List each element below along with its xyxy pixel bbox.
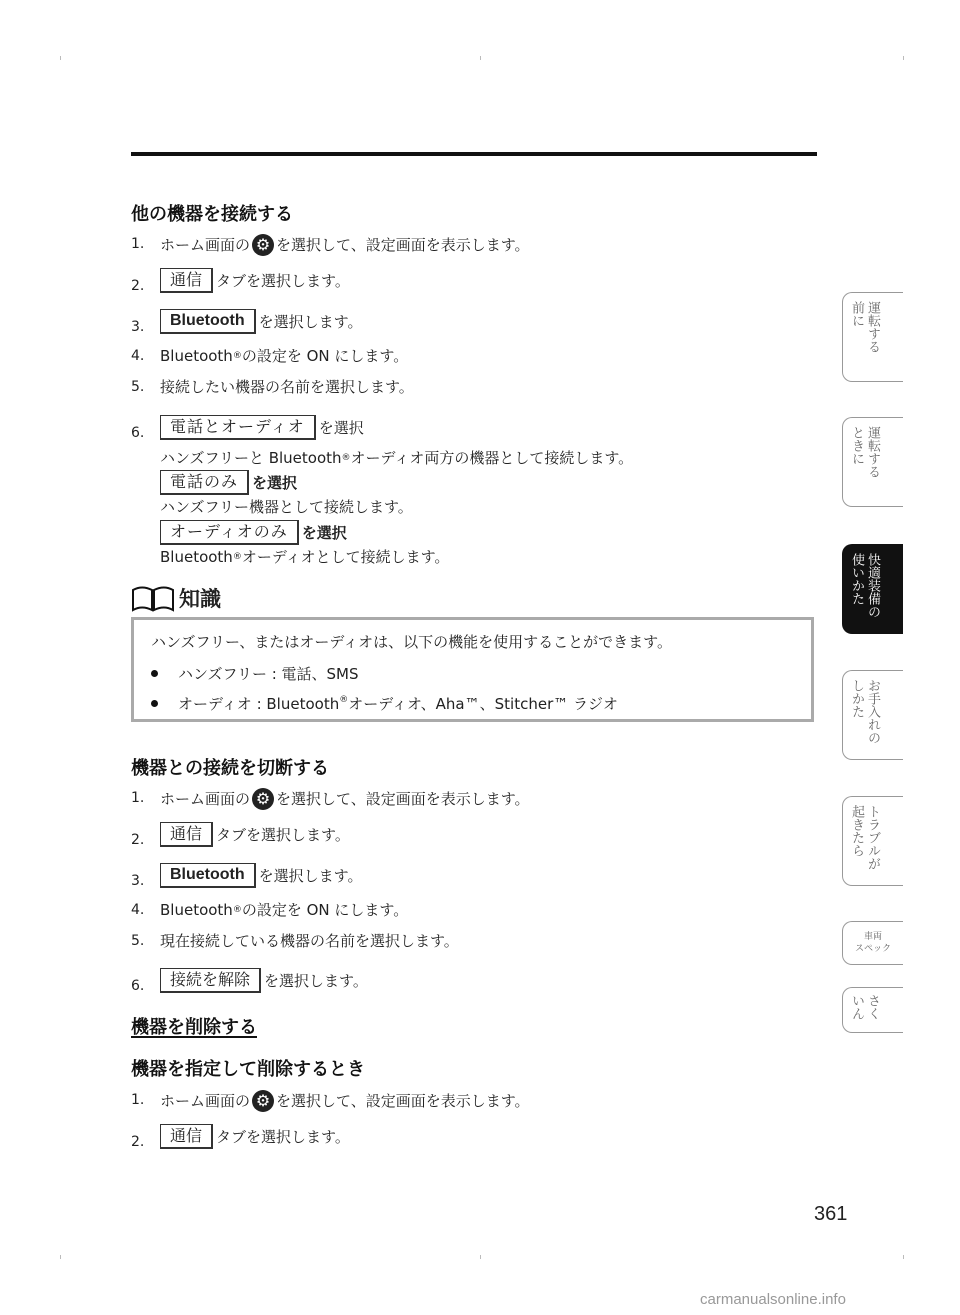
comm-tab-key: 通信 xyxy=(160,1124,213,1149)
sub-key-phone-only: 電話のみ を選択 xyxy=(160,470,297,495)
bluetooth-key: Bluetooth xyxy=(160,863,256,888)
gear-icon: ⚙ xyxy=(252,788,274,810)
side-tab-while-driving[interactable]: 運転する ときに xyxy=(842,417,903,507)
side-tab-maintenance[interactable]: お手入れの しかた xyxy=(842,670,903,760)
comm-tab-key: 通信 xyxy=(160,268,213,293)
sub-key-audio-only: オーディオのみ を選択 xyxy=(160,520,347,545)
side-tab-troubleshooting[interactable]: トラブルが 起きたら xyxy=(842,796,903,886)
book-icon xyxy=(131,584,175,612)
crop-mark xyxy=(480,56,481,60)
bluetooth-key: Bluetooth xyxy=(160,309,256,334)
section-heading-connect: 他の機器を接続する xyxy=(131,204,293,225)
knowledge-box xyxy=(131,617,814,722)
header-rule xyxy=(131,152,817,156)
watermark: carmanualsonline.info xyxy=(700,1291,846,1308)
knowledge-item-audio: オーディオ : Bluetooth®オーディオ、Aha™、Stitcher™ ラジオ xyxy=(151,690,618,714)
section-heading-delete: 機器を削除する xyxy=(131,1017,257,1038)
crop-mark xyxy=(60,56,61,60)
disconnect-key: 接続を解除 xyxy=(160,968,261,993)
gear-icon: ⚙ xyxy=(252,1090,274,1112)
crop-mark xyxy=(60,1255,61,1259)
gear-icon: ⚙ xyxy=(252,234,274,256)
sub-line-handsfree: ハンズフリー機器として接続します。 xyxy=(160,498,413,516)
knowledge-header: 知識 xyxy=(131,583,221,613)
side-tab-comfort-features[interactable]: 快適装備の 使いかた xyxy=(842,544,903,634)
knowledge-text: ハンズフリー、またはオーディオは、以下の機能を使用することができます。 xyxy=(151,633,672,651)
crop-mark xyxy=(480,1255,481,1259)
section-heading-disconnect: 機器との接続を切断する xyxy=(131,758,329,779)
section-subheading-delete-specific: 機器を指定して削除するとき xyxy=(131,1059,365,1080)
side-tab-before-driving[interactable]: 運転する 前に xyxy=(842,292,903,382)
crop-mark xyxy=(903,56,904,60)
page-number: 361 xyxy=(814,1203,848,1225)
comm-tab-key: 通信 xyxy=(160,822,213,847)
sub-line-both: ハンズフリーと Bluetooth ® オーディオ両方の機器として接続します。 xyxy=(160,449,634,467)
sub-line-audio: Bluetooth ® オーディオとして接続します。 xyxy=(160,548,450,566)
crop-mark xyxy=(903,1255,904,1259)
side-tab-index[interactable]: さく いん xyxy=(842,987,903,1033)
audio-only-key: オーディオのみ xyxy=(160,520,299,545)
knowledge-item-handsfree: ハンズフリー : 電話、SMS xyxy=(151,664,359,684)
side-tab-specs[interactable]: 車両 スペック xyxy=(842,921,903,965)
phone-audio-key: 電話とオーディオ xyxy=(160,415,316,440)
phone-only-key: 電話のみ xyxy=(160,470,249,495)
